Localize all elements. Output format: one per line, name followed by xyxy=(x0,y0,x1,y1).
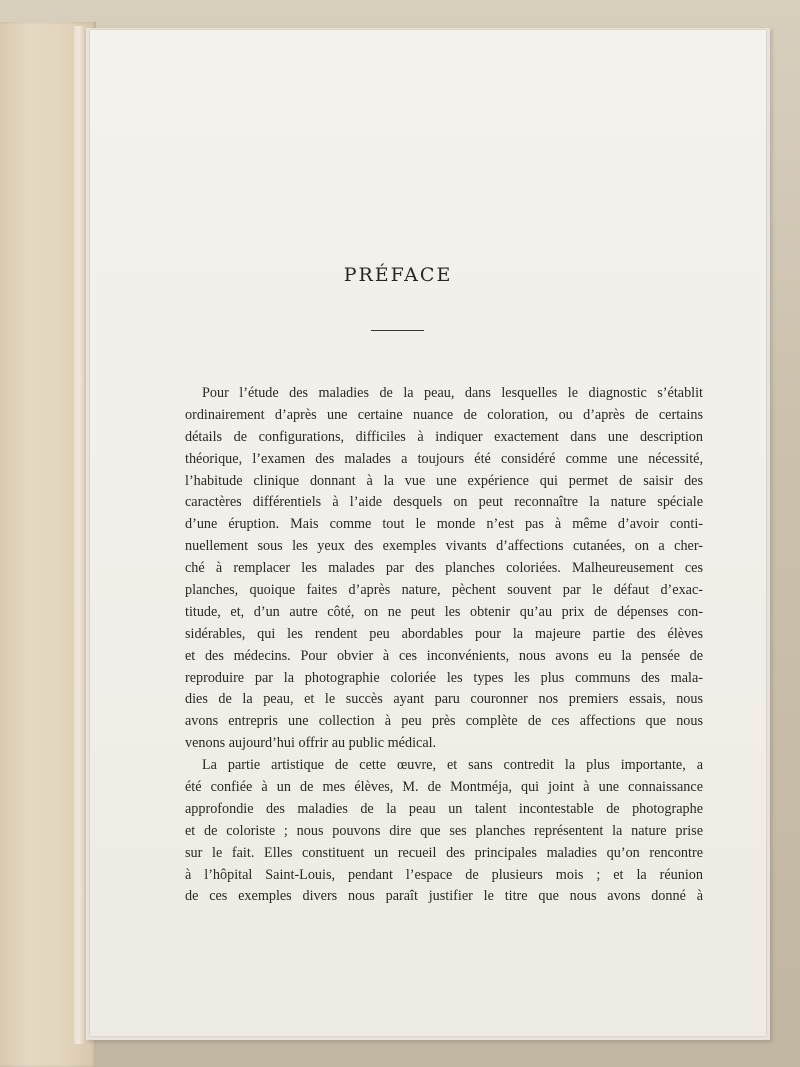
text-line: nuellement sous les yeux des exemples vivants d’affections cutanées, on a cher- xyxy=(185,538,703,555)
text-line: caractères différentiels à l’aide desquels on peut reconnaître la nature spéciale xyxy=(185,494,703,511)
text-line: d’une éruption. Mais comme tout le monde n’est pas à même d’avoir conti- xyxy=(185,516,703,533)
text-line: détails de configurations, difficiles à indiquer exactement dans une description xyxy=(185,428,703,445)
text-line: ordinairement d’après une certaine nuance de coloration, ou d’après de certains xyxy=(185,406,703,423)
book-cover-edge xyxy=(74,26,84,1044)
text-line: été confiée à un de mes élèves, M. de Montméja, qui joint à une connaissance xyxy=(185,779,703,796)
preface-text xyxy=(185,383,703,908)
text-line: l’habitude clinique donnant à la vue une expérience qui permet de saisir des xyxy=(185,472,703,489)
text-line: approfondie des maladies de la peau un talent incontestable de photographe xyxy=(185,800,703,817)
text-line: de ces exemples divers nous paraît justifier le titre que nous avons donné à xyxy=(185,888,703,905)
text-line: Pour l’étude des maladies de la peau, dans lesquelles le diagnostic s’établit xyxy=(202,385,703,401)
text-line: ché à remplacer les malades par des planches coloriées. Malheureusement ces xyxy=(185,560,703,577)
text-line: La partie artistique de cette œuvre, et sans contredit la plus importante, a xyxy=(202,757,703,774)
text-line: dies de la peau, et le succès ayant paru couronner nos premiers essais, nous xyxy=(185,691,703,708)
text-line: titude, et, d’un autre côté, on ne peut les obtenir qu’au prix de dépenses con- xyxy=(185,603,703,620)
title-rule xyxy=(371,330,424,331)
text-line: à l’hôpital Saint-Louis, pendant l’espace de plusieurs mois ; et la réunion xyxy=(185,866,703,883)
page-title: PRÉFACE xyxy=(343,264,453,286)
text-line: planches, quoique faites d’après nature, pèchent souvent par le défaut d’exac- xyxy=(185,582,703,599)
text-line: venons aujourd’hui offrir au public médical. xyxy=(185,735,437,752)
text-line: sur le fait. Elles constituent un recueil des principales maladies qu’on rencontre xyxy=(185,844,703,861)
text-line: et de coloriste ; nous pouvons dire que ses planches représentent la nature prise xyxy=(185,822,703,839)
text-line: et des médecins. Pour obvier à ces inconvénients, nous avons eu la pensée de xyxy=(185,647,703,664)
text-line: sidérables, qui les rendent peu abordables pour la majeure partie des élèves xyxy=(185,625,703,642)
text-line: avons entrepris une collection à peu près complète de ces affections que nous xyxy=(185,713,703,730)
text-line: théorique, l’examen des malades a toujours été considéré comme une nécessité, xyxy=(185,450,703,467)
text-line: reproduire par la photographie coloriée les types les plus communs des mala- xyxy=(185,669,703,686)
